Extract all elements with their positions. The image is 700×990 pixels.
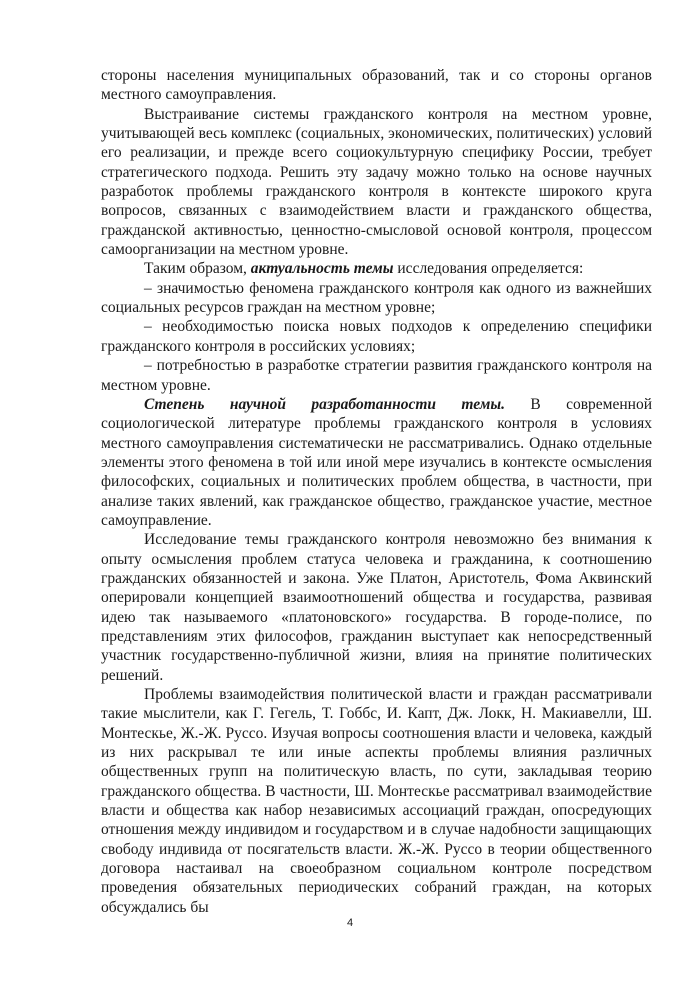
body-text [101, 66, 652, 917]
paragraph-civil-control-system: Выстраивание системы гражданского контроля на местном уровне, учитывающей весь комплекс (социальных, экономических, политических) условий его реализации, и прежде всего социокультурную специфику России, требует стратегического подхода. Решить эту задачу можно только на основе научных разработок проблемы гражданского контроля в контексте широкого круга вопросов, связанных с взаимодействием власти и гражданского общества, гражданской активностью, ценностно-смысловой основой контроля, процессом самоорганизации на местном уровне. [101, 105, 652, 259]
list-item-significance: – значимостью феномена гражданского контроля как одного из важнейших социальных ресурсов граждан на местном уровне; [101, 279, 652, 317]
relevance-emphasis: актуальность темы [250, 260, 394, 278]
degree-of-research-heading: Степень научной разработанности темы. [144, 395, 505, 413]
relevance-lead-text: Таким образом, [144, 260, 251, 278]
paragraph-degree-of-research [101, 395, 652, 530]
paragraph-relevance-intro [101, 259, 652, 278]
list-item-strategy: – потребностью в разработке стратегии развития гражданского контроля на местном уровне. [101, 357, 652, 394]
list-item-new-approaches: – необходимостью поиска новых подходов к определению специфики гражданского контроля в российских условиях; [101, 318, 652, 355]
paragraph-philosophers: Исследование темы гражданского контроля невозможно без внимания к опыту осмысления проблем статуса человека и гражданина, к соотношению гражданских обязанностей и закона. Уже Платон, Аристотель, Фома Аквинский оперировали концепцией взаимоотношений общества и государства, развивая идею так называемого «платоновского» государства. В городе-полисе, по представлениям этих философов, гражданин выступает как непосредственный участник государственно-публичной жизни, влияя на принятие политических решений. [101, 531, 652, 684]
paragraph-thinkers: Проблемы взаимодействия политической власти и граждан рассматривали такие мыслители, как Г. Гегель, Т. Гоббс, И. Капт, Дж. Локк, Н. Макиавелли, Ш. Монтескье, Ж.-Ж. Руссо. Изучая вопросы соотношения власти и человека, каждый из них раскрывал те или иные аспекты проблемы влияния различных общественных групп на политическую власть, по сути, закладывая теорию гражданского общества. В частности, Ш. Монтескье рассматривал взаимодействие власти и общества как набор независимых ассоциаций граждан, опосредующих отношения между индивидом и государством и в случае надобности защищающих свободу индивида от посягательств власти. Ж.-Ж. Руссо в теории общественного договора настаивал на своеобразном социальном контроле посредством проведения обязательных периодических собраний граждан, на которых обсуждались бы [101, 686, 652, 916]
paragraph-continuation: стороны населения муниципальных образований, так и со стороны органов местного самоуправления. [101, 67, 652, 104]
relevance-tail-text: исследования определяется: [393, 260, 584, 278]
degree-of-research-text: В современной социологической литературе проблемы гражданского контроля в условиях местного самоуправления систематически не рассматривались. Однако отдельные элементы этого феномена в той или иной мере изучались в контексте осмысления философских, социальных и политических проблем общества, в частности, при анализе таких явлений, как гражданское общество, гражданское участие, местное самоуправление. [101, 395, 652, 529]
page-number: 4 [346, 917, 354, 929]
